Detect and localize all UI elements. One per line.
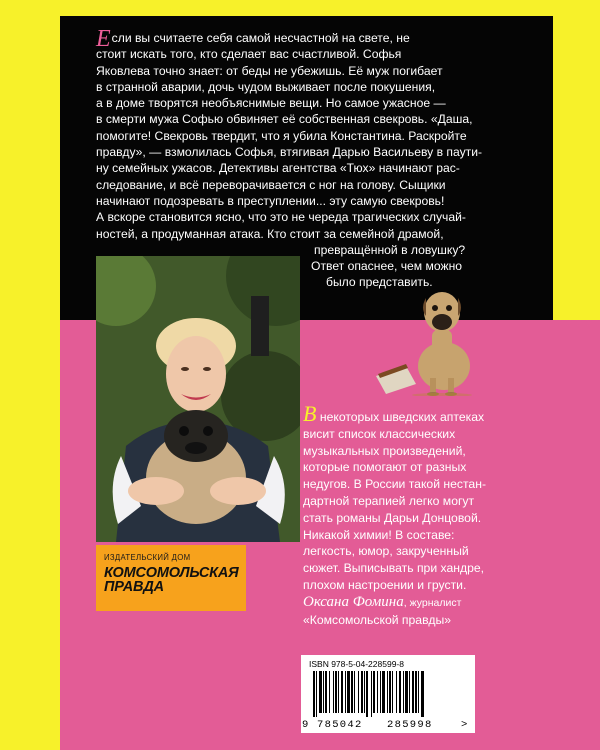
annotation-line: а в доме творятся необъяснимые вещи. Но самое ужасное — <box>96 96 446 111</box>
barcode-bar <box>354 671 355 713</box>
barcode-bar <box>325 671 327 713</box>
barcode-digit-lead: 9 <box>302 719 310 731</box>
quote-line: сюжет. Выписывать при хандре, <box>303 561 485 576</box>
barcode-bar <box>382 671 385 713</box>
barcode-bar <box>316 671 317 717</box>
annotation-line: ну семейных ужасов. Детективы агентства «Тюх» начинают рас- <box>96 161 460 176</box>
annotation-line: правду», — взмолилась Софья, втягивая Дарью Васильеву в паути- <box>96 145 483 160</box>
barcode-bar <box>421 671 424 717</box>
annotation-line: в странной аварии, дочь чудом выживает после покушения, <box>96 79 436 94</box>
author-photo <box>96 256 300 542</box>
annotation-text <box>96 26 531 291</box>
barcode-bar <box>399 671 401 713</box>
author-with-pug-image <box>96 256 300 542</box>
barcode-bar <box>313 671 315 717</box>
quote-author: Оксана Фомина <box>303 593 404 610</box>
barcode-bar <box>403 671 404 713</box>
annotation-line: помогите! Свекровь твердит, что я убила Константина. Раскройте <box>96 128 467 143</box>
barcode-bar <box>323 671 324 713</box>
barcode-bar <box>351 671 353 713</box>
publisher-name <box>104 566 239 594</box>
barcode-block <box>301 655 475 733</box>
isbn-number: ISBN 978-5-04-228599-8 <box>309 659 404 669</box>
quote-line: легкость, юмор, закрученный <box>303 544 469 559</box>
quote-line: недугов. В России такой нестан- <box>303 477 487 492</box>
barcode-bar <box>373 671 375 713</box>
quote-author-role: , журналист <box>403 596 462 609</box>
barcode-bar <box>364 671 365 713</box>
publisher-name-line: КОМСОМОЛЬСКАЯ <box>104 565 239 581</box>
barcode-bar <box>389 671 391 713</box>
drop-cap: Е <box>96 26 111 52</box>
annotation-line: сли вы считаете себя самой несчастной на свете, не <box>111 31 410 45</box>
quote-line: некоторых шведских аптеках <box>316 410 485 424</box>
annotation-line: Ответ опаснее, чем можно <box>311 259 463 274</box>
barcode-bar <box>347 671 350 713</box>
barcode-bar <box>338 671 339 713</box>
annotation-line: Яковлева точно знает: от беды не убежишь. Её муж погибает <box>96 63 443 78</box>
barcode-bar <box>319 671 322 713</box>
barcode-bar <box>392 671 393 713</box>
pug-illustration <box>372 280 484 396</box>
barcode-bar <box>409 671 410 713</box>
barcode-digit-arrow: > <box>461 719 469 731</box>
barcode-bar <box>377 671 378 713</box>
barcode-bar <box>329 671 330 713</box>
publisher-house-label: ИЗДАТЕЛЬСКИЙ ДОМ <box>104 553 191 562</box>
quote-line: висит список классических <box>303 426 456 441</box>
barcode-bar <box>387 671 388 713</box>
barcode-bar <box>345 671 346 713</box>
quote-line: музыкальных произведений, <box>303 443 466 458</box>
quote-outlet: «Комсомольской правды» <box>303 612 452 627</box>
barcode-bar <box>335 671 337 713</box>
barcode-bar <box>418 671 419 713</box>
review-quote <box>303 401 565 628</box>
annotation-line: было представить. <box>326 275 433 290</box>
annotation-line: следование, и всё переворачивается с ног на голову. Сыщики <box>96 177 446 192</box>
quote-line: стать романы Дарьи Донцовой. <box>303 510 482 525</box>
barcode-digits-right: 285998 <box>387 719 433 731</box>
barcode-bar <box>380 671 381 713</box>
quote-line: плохом настроении и грусти. <box>303 577 467 592</box>
annotation-line: начинают подозревать в преступлении... эту самую свекровь! <box>96 193 445 208</box>
quote-drop-cap: В <box>303 401 317 426</box>
barcode-bar <box>358 671 359 713</box>
barcode-bar <box>333 671 334 713</box>
quote-line: которые помогают от разных <box>303 460 467 475</box>
annotation-line: ностей, а продуманная атака. Кто стоит за семейной драмой, <box>96 226 444 241</box>
publisher-name-line: ПРАВДА <box>104 579 164 595</box>
annotation-line: стоит искать того, кто сделает вас счастливой. Софья <box>96 47 402 62</box>
barcode-digits-left: 785042 <box>317 719 363 731</box>
barcode-bar <box>412 671 414 713</box>
barcode-bar <box>405 671 408 713</box>
publisher-logo <box>96 545 246 611</box>
barcode-bar <box>341 671 343 713</box>
quote-line: Никакой химии! В составе: <box>303 527 455 542</box>
pug-dog-icon <box>372 280 484 396</box>
quote-line: дартной терапией легко могут <box>303 493 475 508</box>
barcode-bar <box>415 671 417 713</box>
annotation-line: А вскоре становится ясно, что это не череда трагических случай- <box>96 210 466 225</box>
barcode-bar <box>396 671 397 713</box>
barcode-icon <box>309 671 467 717</box>
barcode-bar <box>371 671 372 717</box>
barcode-bar <box>361 671 363 713</box>
barcode-bar <box>366 671 368 717</box>
annotation-line: превращённой в ловушку? <box>314 242 466 257</box>
annotation-line: в смерти мужа Софью обвиняет её собственная свекровь. «Даша, <box>96 112 473 127</box>
